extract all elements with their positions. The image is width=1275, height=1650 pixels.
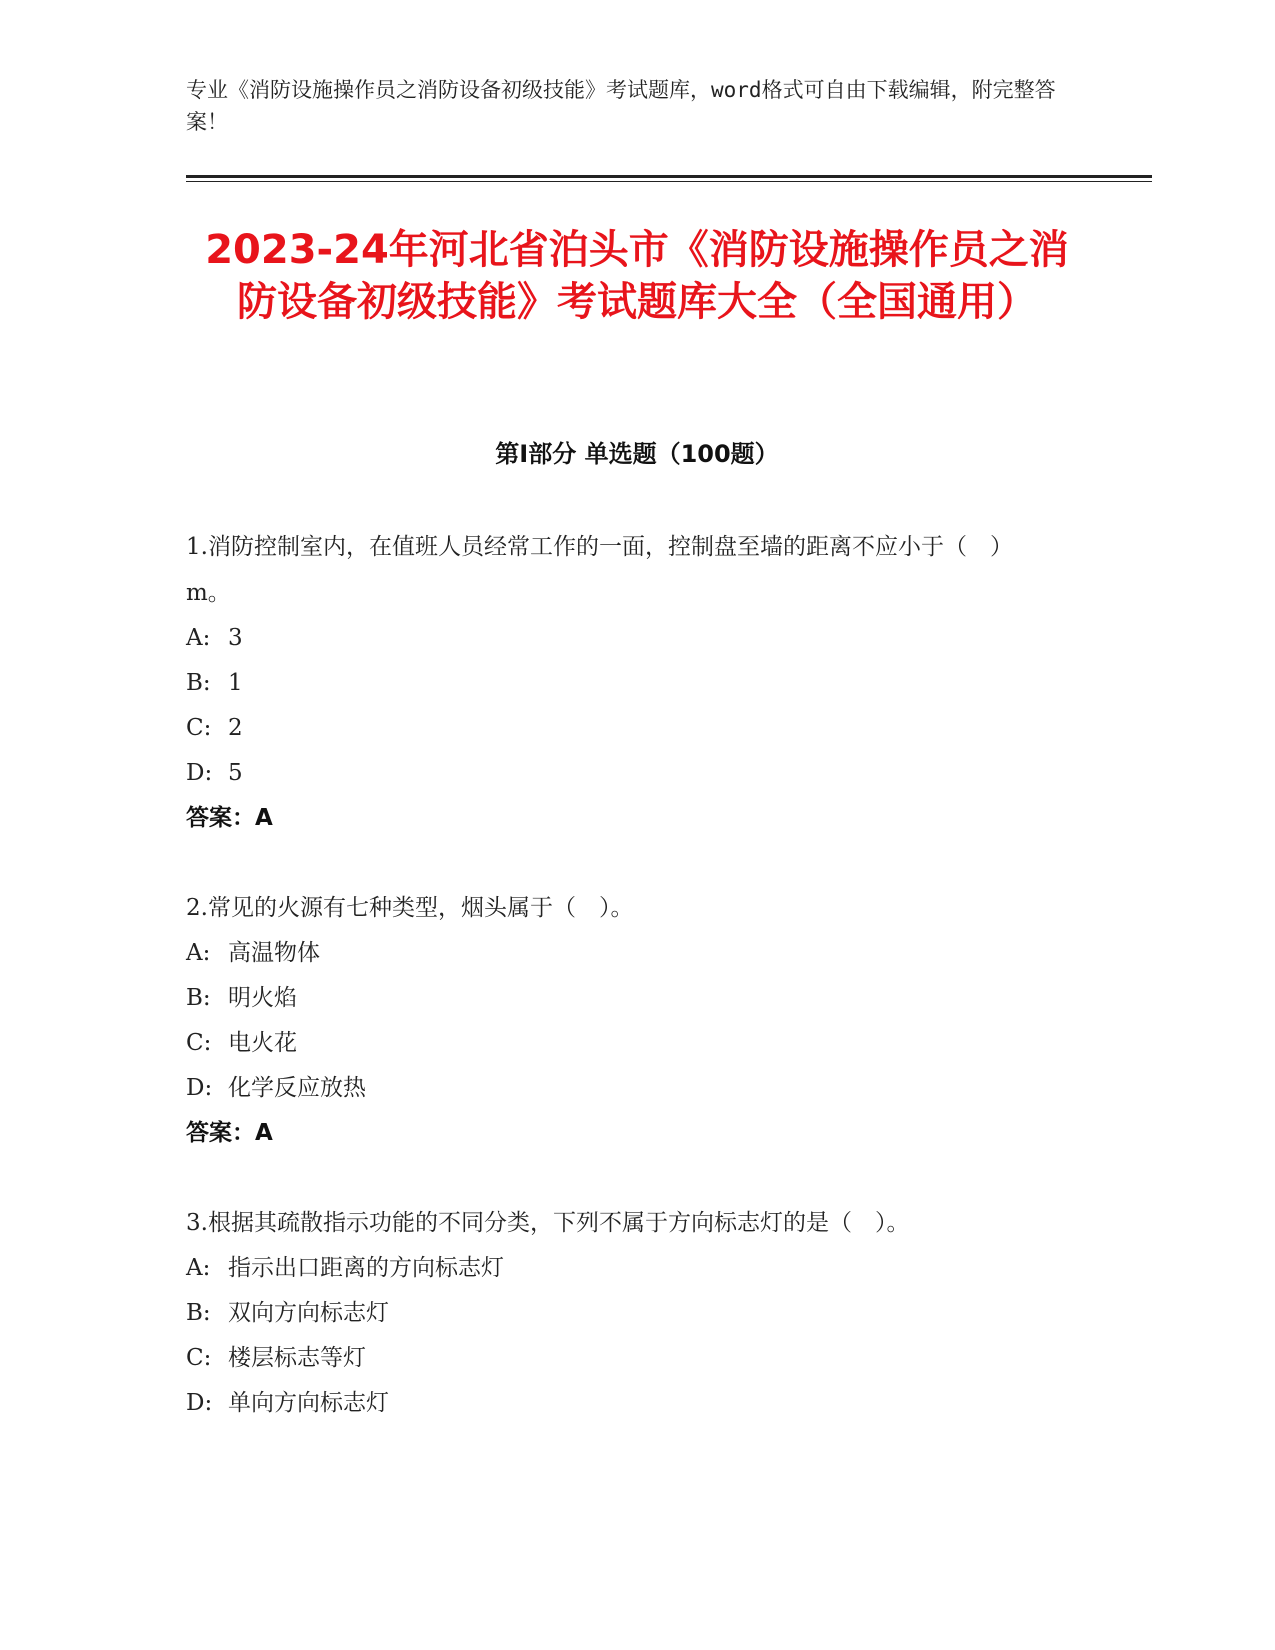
answer: 答案：A: [186, 1120, 273, 1146]
question-text: 1.消防控制室内，在值班人员经常工作的一面，控制盘至墙的距离不应小于（ ）m。: [186, 534, 1013, 606]
header-divider-thin: [186, 181, 1152, 182]
question-list: [186, 524, 1056, 1470]
question-1: [186, 524, 1056, 841]
option-text: 双向方向标志灯: [228, 1300, 389, 1326]
question-text: 3.根据其疏散指示功能的不同分类，下列不属于方向标志灯的是（ ）。: [186, 1210, 910, 1236]
document-title: 2023-24年河北省泊头市《消防设施操作员之消防设备初级技能》考试题库大全（全国通用）: [205, 227, 1069, 325]
question-2: [186, 885, 1056, 1156]
answer: 答案：A: [186, 805, 273, 831]
option-text: 单向方向标志灯: [228, 1390, 389, 1416]
option-a: [186, 616, 1056, 661]
section-heading: 第I部分 单选题（100题）: [495, 440, 779, 468]
option-letter: B:: [186, 670, 211, 696]
header-divider-thick: [186, 175, 1152, 178]
option-letter: B:: [186, 1300, 211, 1326]
option-text: 明火焰: [228, 985, 297, 1011]
option-letter: B:: [186, 985, 211, 1011]
option-b: [186, 976, 1056, 1021]
header-note: 专业《消防设施操作员之消防设备初级技能》考试题库，word格式可自由下载编辑，附完整答案！: [186, 78, 1056, 134]
option-text: 化学反应放热: [228, 1075, 366, 1101]
option-text: 5: [228, 760, 243, 786]
option-c: [186, 706, 1056, 751]
option-letter: C:: [186, 715, 212, 741]
option-letter: A:: [186, 1255, 211, 1281]
option-text: 楼层标志等灯: [228, 1345, 366, 1371]
option-text: 高温物体: [228, 940, 320, 966]
option-letter: D:: [186, 1390, 213, 1416]
option-a: [186, 1246, 1056, 1291]
option-text: 1: [228, 670, 243, 696]
option-a: [186, 931, 1056, 976]
option-letter: C:: [186, 1030, 212, 1056]
option-text: 指示出口距离的方向标志灯: [228, 1255, 504, 1281]
option-text: 电火花: [228, 1030, 297, 1056]
option-d: [186, 1381, 1056, 1426]
option-b: [186, 1291, 1056, 1336]
question-text: 2.常见的火源有七种类型，烟头属于（ ）。: [186, 895, 634, 921]
option-c: [186, 1336, 1056, 1381]
option-letter: A:: [186, 625, 211, 651]
option-b: [186, 661, 1056, 706]
option-d: [186, 1066, 1056, 1111]
question-3: [186, 1200, 1056, 1426]
option-text: 2: [228, 715, 243, 741]
option-letter: D:: [186, 760, 213, 786]
option-letter: C:: [186, 1345, 212, 1371]
option-letter: A:: [186, 940, 211, 966]
option-d: [186, 751, 1056, 796]
option-text: 3: [228, 625, 243, 651]
option-letter: D:: [186, 1075, 213, 1101]
option-c: [186, 1021, 1056, 1066]
